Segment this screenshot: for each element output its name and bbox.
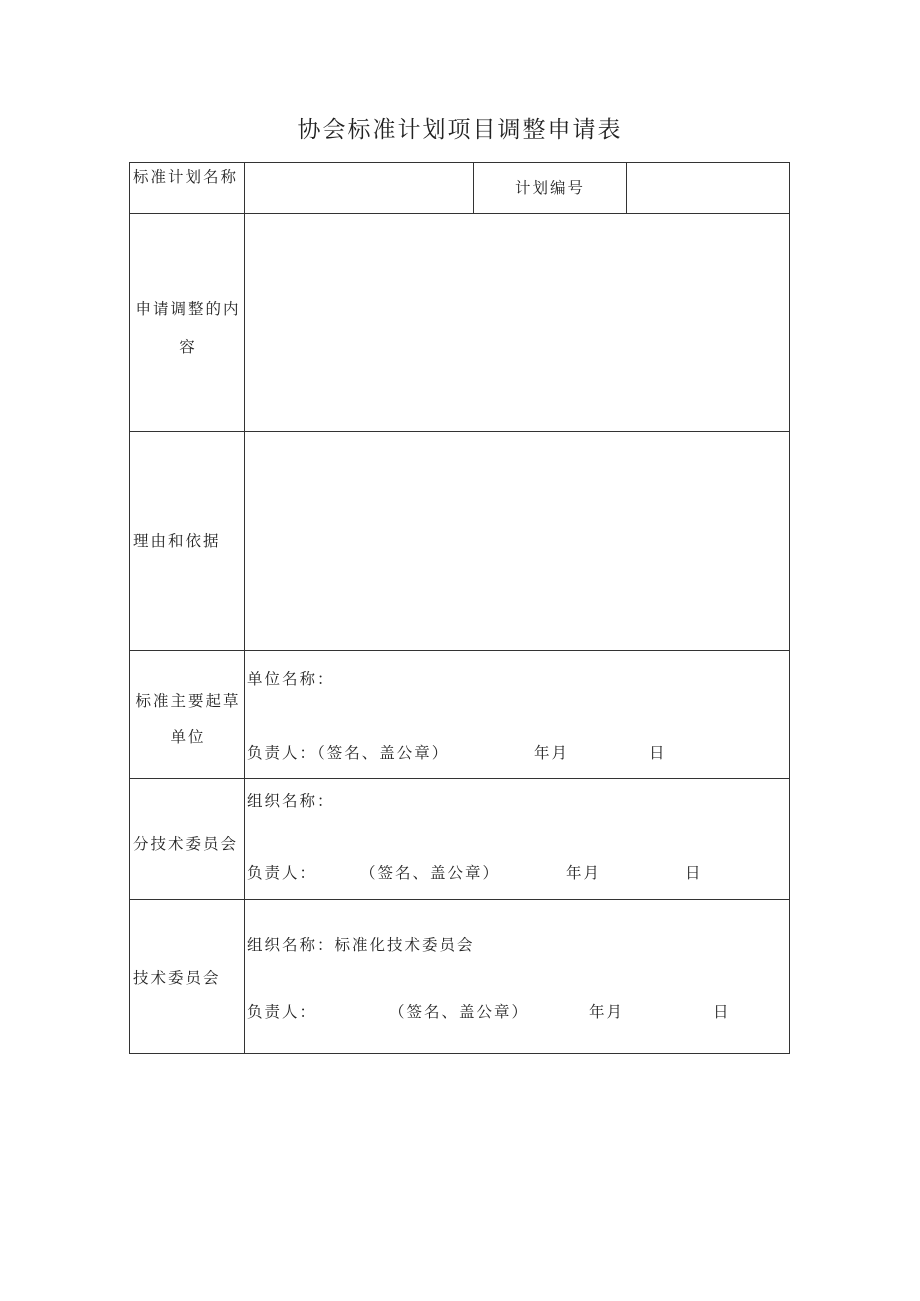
reason-label: 理由和依据 [133, 532, 221, 550]
row-divider [130, 431, 789, 432]
adjust-content-field[interactable] [246, 215, 788, 430]
column-divider [626, 163, 627, 213]
sub-committee-label: 分技术委员会 [133, 835, 239, 853]
committee-label: 技术委员会 [133, 969, 221, 987]
drafting-unit-year-month: 年月 [534, 744, 570, 762]
adjust-content-label-line1: 申请调整的内 [135, 300, 241, 318]
form-title: 协会标准计划项目调整申请表 [297, 117, 623, 143]
reason-field[interactable] [246, 433, 788, 649]
sub-committee-signature-note: （签名、盖公章） [360, 864, 501, 882]
plan-number-field[interactable] [628, 164, 788, 212]
committee-day: 日 [713, 1003, 731, 1021]
adjust-content-label-line2: 容 [179, 338, 197, 356]
drafting-unit-label-line2: 单位 [170, 728, 206, 746]
committee-signature-note: （签名、盖公章） [389, 1003, 530, 1021]
row-divider [130, 213, 789, 214]
drafting-unit-name-label: 单位名称： [247, 670, 335, 688]
committee-org-label: 组织名称：标准化技术委员会 [247, 936, 475, 954]
label-column-divider [244, 163, 245, 1053]
drafting-unit-label-line1: 标准主要起草 [135, 692, 241, 710]
sub-committee-person-label: 负责人： [247, 864, 318, 882]
committee-year-month: 年月 [589, 1003, 625, 1021]
sub-committee-year-month: 年月 [566, 864, 602, 882]
drafting-unit-day: 日 [649, 744, 667, 762]
application-form-table [129, 162, 790, 1054]
committee-person-label: 负责人： [247, 1003, 318, 1021]
plan-number-label: 计划编号 [514, 179, 585, 197]
sub-committee-day: 日 [685, 864, 703, 882]
row-divider [130, 650, 789, 651]
row-divider [130, 778, 789, 779]
row-divider [130, 899, 789, 900]
drafting-unit-signature-label: 负责人：（签名、盖公章） [247, 744, 450, 762]
sub-committee-org-label: 组织名称： [247, 792, 335, 810]
plan-name-label: 标准计划名称 [133, 168, 239, 186]
plan-name-field[interactable] [246, 164, 472, 212]
